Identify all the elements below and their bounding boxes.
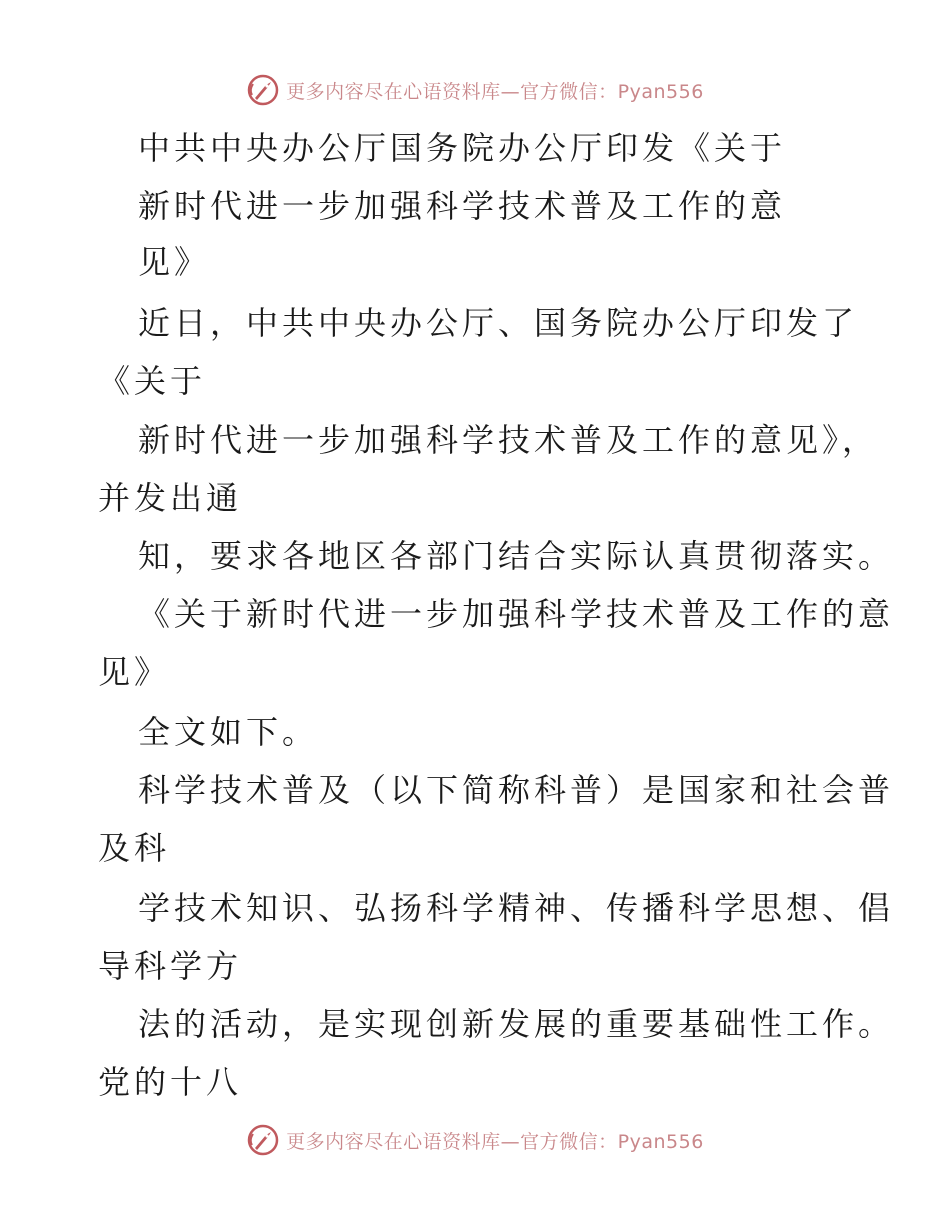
text-line: 党的十八	[98, 1063, 243, 1101]
text-line: 见》	[98, 653, 171, 691]
watermark-text: 更多内容尽在心语资料库—官方微信：Pyan556	[286, 80, 704, 103]
text-line: 并发出通	[98, 479, 243, 517]
pen-nib-logo-icon	[246, 1123, 280, 1157]
text-line: 《关于	[98, 362, 207, 400]
text-line: 知，要求各地区各部门结合实际认真贯彻落实。	[138, 537, 895, 575]
footer-watermark	[0, 1120, 950, 1160]
text-line: 法的活动，是实现创新发展的重要基础性工作。	[138, 1005, 895, 1043]
text-line: 导科学方	[98, 947, 243, 985]
watermark-text: 更多内容尽在心语资料库—官方微信：Pyan556	[286, 1130, 704, 1153]
header-watermark	[0, 70, 950, 110]
pen-nib-logo-icon	[246, 73, 280, 107]
text-line: 新时代进一步加强科学技术普及工作的意	[138, 187, 787, 225]
text-line: 《关于新时代进一步加强科学技术普及工作的意	[138, 595, 895, 633]
text-line: 新时代进一步加强科学技术普及工作的意见》，	[138, 421, 879, 459]
text-line: 见》	[138, 243, 211, 281]
text-line: 全文如下。	[138, 713, 319, 751]
text-line: 近日，中共中央办公厅、国务院办公厅印发了	[138, 304, 859, 342]
text-line: 及科	[98, 829, 171, 867]
text-line: 学技术知识、弘扬科学精神、传播科学思想、倡	[138, 889, 895, 927]
text-line: 科学技术普及（以下简称科普）是国家和社会普	[138, 771, 895, 809]
text-line: 中共中央办公厅国务院办公厅印发《关于	[138, 129, 787, 167]
